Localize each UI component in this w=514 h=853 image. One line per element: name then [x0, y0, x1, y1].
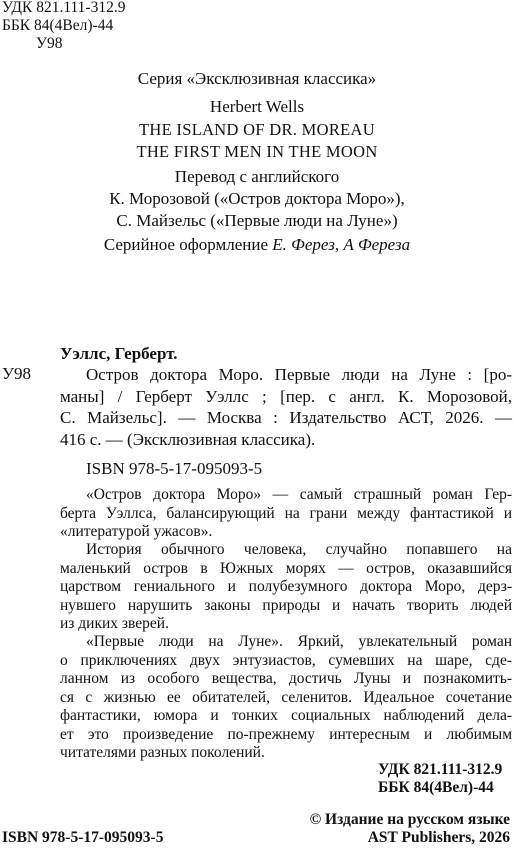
- catalog-description-line: 416 с. — (Эксклюзивная классика).: [60, 429, 316, 449]
- catalog-code: У98: [2, 364, 32, 383]
- annotation-line: о приключениях двух энтузиастов, сумевших на шаре, сде-: [60, 651, 512, 669]
- copyright-line-2: AST Publishers, 2026: [367, 829, 510, 846]
- annotation-line: из диких зверей.: [60, 615, 169, 632]
- author-code: У98: [36, 35, 63, 52]
- footer-bbk: ББК 84(4Вел)-44: [378, 779, 494, 796]
- title2-en: THE FIRST MEN IN THE MOON: [136, 142, 378, 161]
- annotation-line: нувшего нарушить законы природы и начать творить людей: [60, 596, 512, 614]
- annotation-paragraph-2: [60, 541, 512, 634]
- translation-from: Перевод с английского: [174, 167, 340, 186]
- author-en: Herbert Wells: [209, 97, 305, 116]
- annotation-line: берта Уэллса, балансирующий на грани между фантастикой и: [60, 504, 512, 522]
- annotation-line: ет это произведение по-прежнему интересным и любимым: [60, 725, 512, 743]
- annotation-line: царством гениального и полубезумного доктора Моро, дерз-: [60, 578, 512, 595]
- annotation-line: ланном из особого вещества, достичь Луны и познакомить-: [60, 670, 512, 687]
- translator-2: С. Майзельс («Первые люди на Луне»): [116, 211, 398, 230]
- annotation-line: ся с жизнью ее обитателей, селенитов. Идеальное сочетание: [60, 688, 512, 706]
- annotation-line: фантастики, юмора и тонких социальных наблюдений дела-: [60, 707, 512, 724]
- series-line: Серия «Эксклюзивная классика»: [137, 69, 377, 88]
- copyright-line-1: © Издание на русском языке: [309, 811, 510, 828]
- catalog-description: [60, 364, 512, 450]
- catalog-isbn: ISBN 978-5-17-095093-5: [86, 459, 263, 478]
- annotation-line: История обычного человека, случайно попавшего на: [86, 541, 512, 558]
- design-names: Е. Ферез, А Фереза: [272, 235, 411, 254]
- annotation-line: «литературой ужасов».: [60, 523, 213, 540]
- annotation-paragraph-3: [60, 633, 512, 763]
- catalog-description-line: Остров доктора Моро. Первые люди на Луне : [ро-: [86, 365, 512, 384]
- design-line: [0, 235, 514, 255]
- catalog-description-line: С. Майзельс]. — Москва : Издательство АСТ, 2026. —: [60, 408, 512, 427]
- annotation-paragraph-1: [60, 486, 512, 542]
- annotation-line: читателями разных поколений.: [60, 744, 265, 761]
- catalog-author-heading: Уэллс, Герберт.: [60, 344, 178, 363]
- annotation-line: «Первые люди на Луне». Яркий, увлекательный роман: [86, 633, 512, 650]
- footer-udk: УДК 821.111-312.9: [378, 761, 503, 778]
- annotation-line: «Остров доктора Моро» — самый страшный роман Гер-: [86, 486, 512, 503]
- translator-1: К. Морозовой («Остров доктора Моро»),: [109, 189, 405, 208]
- title1-en: THE ISLAND OF DR. MOREAU: [139, 120, 375, 139]
- design-label: Серийное оформление: [103, 235, 269, 254]
- udk-code: УДК 821.111-312.9: [2, 0, 126, 16]
- bbk-code: ББК 84(4Вел)-44: [2, 17, 114, 34]
- annotation-line: маленький остров в Южных морях — остров, оказавшийся: [60, 559, 512, 577]
- footer-isbn: ISBN 978-5-17-095093-5: [2, 829, 164, 846]
- catalog-description-line: маны] / Герберт Уэллс ; [пер. с англ. К. Морозовой,: [60, 386, 512, 406]
